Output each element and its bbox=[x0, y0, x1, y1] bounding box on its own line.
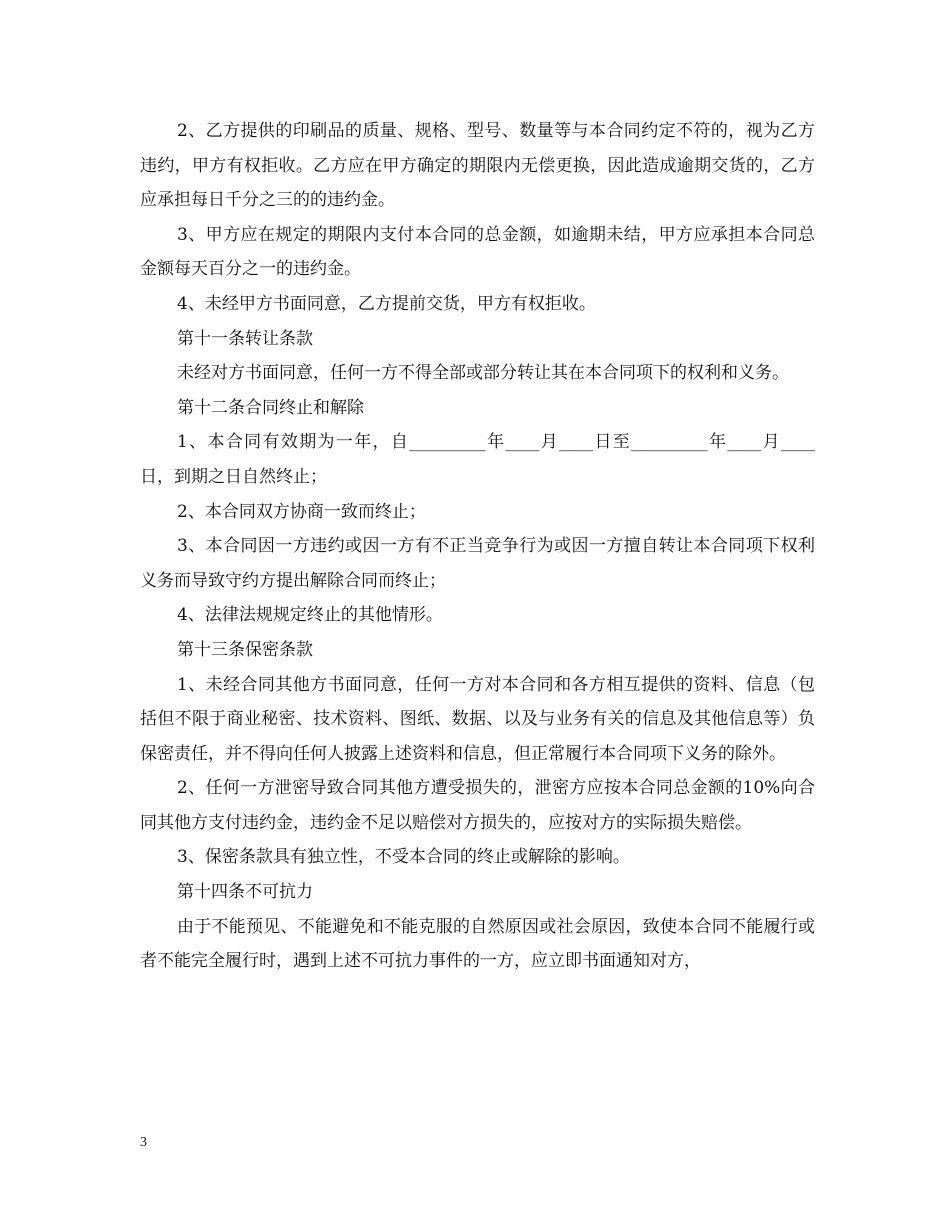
clause-paragraph: 由于不能预见、不能避免和不能克服的自然原因或社会原因，致使本合同不能履行或者不能完全履行时，遇到上述不可抗力事件的一方，应立即书面通知对方， bbox=[140, 916, 815, 972]
clause-paragraph: 4、未经甲方书面同意，乙方提前交货，甲方有权拒收。 bbox=[177, 293, 596, 314]
clause-paragraph: 未经对方书面同意，任何一方不得全部或部分转让其在本合同项下的权利和义务。 bbox=[177, 363, 789, 384]
section-heading: 第十四条不可抗力 bbox=[177, 882, 313, 903]
page-number: 3 bbox=[140, 1135, 147, 1150]
clause-paragraph: 2、本合同双方协商一致而终止； bbox=[177, 501, 426, 522]
section-heading: 第十一条转让条款 bbox=[177, 328, 313, 349]
clause-paragraph: 3、甲方应在规定的期限内支付本合同的总金额，如逾期未结，甲方应承担本合同总金额每天百分之一的违约金。 bbox=[140, 224, 815, 280]
contract-body bbox=[140, 114, 815, 979]
section-heading: 第十二条合同终止和解除 bbox=[177, 397, 364, 418]
clause-paragraph: 3、本合同因一方违约或因一方有不正当竞争行为或因一方擅自转让本合同项下权利义务而导致守约方提出解除合同而终止； bbox=[140, 536, 815, 591]
clause-paragraph: 1、未经合同其他方书面同意，任何一方对本合同和各方相互提供的资料、信息（包括但不限于商业秘密、技术资料、图纸、数据、以及与业务有关的信息及其他信息等）负保密责任，并不得向任何人披露上述资料和信息，但正常履行本合同项下义务的除外。 bbox=[140, 674, 815, 764]
clause-paragraph: 2、任何一方泄密导致合同其他方遭受损失的，泄密方应按本合同总金额的10%向合同其他方支付违约金，违约金不足以赔偿对方损失的，应按对方的实际损失赔偿。 bbox=[140, 778, 815, 833]
clause-paragraph: 1、本合同有效期为一年，自_________年____月____日至_________年____月____日，到期之日自然终止； bbox=[140, 432, 815, 487]
clause-paragraph: 4、法律法规规定终止的其他情形。 bbox=[177, 605, 443, 626]
clause-paragraph: 3、保密条款具有独立性，不受本合同的终止或解除的影响。 bbox=[177, 847, 630, 868]
clause-paragraph: 2、乙方提供的印刷品的质量、规格、型号、数量等与本合同约定不符的，视为乙方违约，甲方有权拒收。乙方应在甲方确定的期限内无偿更换，因此造成逾期交货的，乙方应承担每日千分之三的的违约金。 bbox=[140, 121, 815, 211]
section-heading: 第十三条保密条款 bbox=[177, 639, 313, 660]
